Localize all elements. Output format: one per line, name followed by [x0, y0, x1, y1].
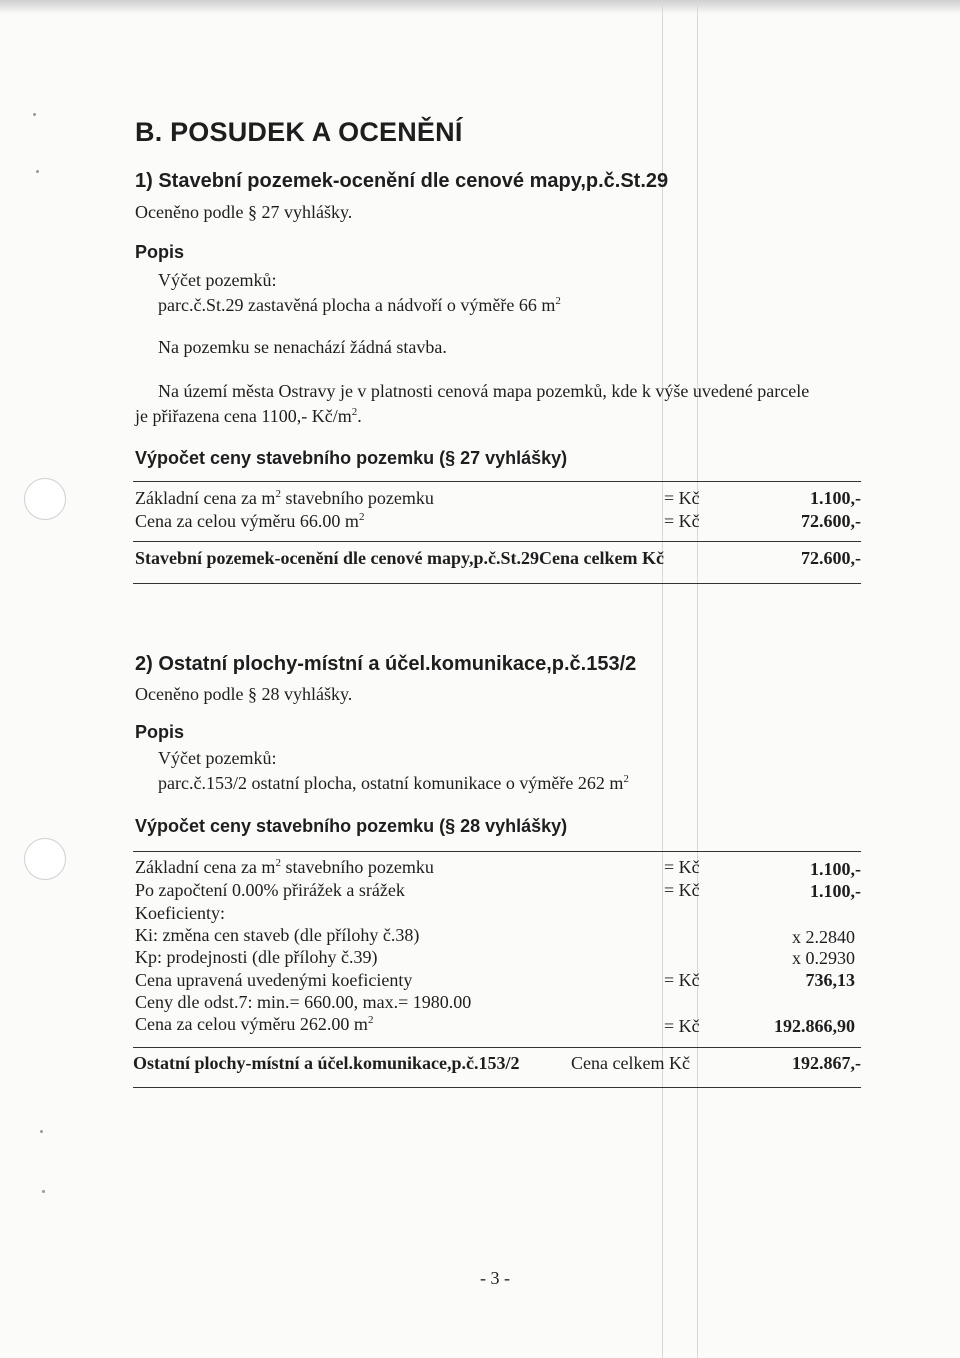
section1-total-bottom-rule — [133, 583, 861, 584]
section2-row-label: Koeficienty: — [135, 903, 225, 923]
section1-row-label: Základní cena za $m^2$ stavebního pozemku — [135, 488, 434, 508]
section2-calc-top-rule — [133, 851, 861, 852]
section1-note-no-building: Na pozemku se nenachází žádná stavba. — [158, 337, 447, 357]
section1-calc-top-rule — [133, 481, 861, 482]
section2-row-label: Kp: prodejnosti (dle přílohy č.39) — [135, 947, 378, 967]
section1-vycet: Výčet pozemků: — [158, 270, 277, 290]
section2-title: 2) Ostatní plochy-místní a účel.komunikace,p.č.153/2 — [135, 653, 637, 675]
scan-speck — [42, 1190, 45, 1193]
section2-vycet: Výčet pozemků: — [158, 748, 277, 768]
section2-row-value: x 2.2840 — [792, 927, 855, 947]
section2-calc-heading: Výpočet ceny stavebního pozemku (§ 28 vyhlášky) — [135, 816, 568, 836]
section2-row-label: Po započtení 0.00% přirážek a srážek — [135, 880, 405, 900]
section1-row-label: Cena za celou výměru 66.00 $m^2$ — [135, 511, 365, 531]
section1-oceneno: Oceněno podle § 27 vyhlášky. — [135, 202, 353, 222]
section1-total-value: 72.600,- — [801, 548, 861, 568]
section2-row-label: Ki: změna cen staveb (dle přílohy č.38) — [135, 925, 420, 945]
scan-speck — [36, 170, 39, 173]
section2-row-value: 736,13 — [805, 970, 855, 990]
scan-top-edge — [0, 0, 960, 14]
section2-row-label: Ceny dle odst.7: min.= 660.00, max.= 1980.00 — [135, 992, 472, 1012]
scan-speck — [40, 1130, 43, 1133]
section2-row-label: Základní cena za $m^2$ stavebního pozemku — [135, 857, 434, 877]
section2-total-mid: Cena celkem Kč — [571, 1053, 690, 1073]
punch-hole-top — [24, 478, 66, 520]
section1-calc-heading: Výpočet ceny stavebního pozemku (§ 27 vyhlášky) — [135, 448, 568, 468]
section2-total-value: 192.867,- — [792, 1053, 861, 1073]
section1-note-price-map-cont: je přiřazena cena 1100,- $Kč/m^2$. — [135, 406, 362, 426]
fold-line-right — [697, 0, 698, 1358]
section2-row-unit: = Kč — [664, 1016, 700, 1036]
section1-total-label: Stavební pozemek-ocenění dle cenové mapy,p.č.St.29Cena celkem Kč — [135, 548, 664, 568]
section2-oceneno: Oceněno podle § 28 vyhlášky. — [135, 684, 353, 704]
section2-row-label: Cena upravená uvedenými koeficienty — [135, 970, 413, 990]
section2-parcel: parc.č.153/2 ostatní plocha, ostatní komunikace o výměře 262 $m^2$ — [158, 773, 629, 793]
section2-popis: Popis — [135, 722, 185, 742]
scan-speck — [33, 113, 36, 116]
section1-title: 1) Stavební pozemek-ocenění dle cenové mapy,p.č.St.29 — [135, 170, 669, 192]
section2-row-value: 192.866,90 — [774, 1016, 855, 1036]
section1-parcel: parc.č.St.29 zastavěná plocha a nádvoří o výměře 66 $m^2$ — [158, 295, 561, 315]
section2-row-unit: = Kč — [664, 857, 700, 877]
section2-row-unit: = Kč — [664, 970, 700, 990]
section2-row-label: Cena za celou výměru 262.00 $m^2$ — [135, 1014, 374, 1034]
section2-total-top-rule — [133, 1047, 861, 1048]
section2-row-value: 1.100,- — [810, 881, 861, 901]
section1-row-unit: = Kč — [664, 511, 700, 531]
page-number: - 3 - — [480, 1268, 510, 1288]
section1-row-value: 72.600,- — [801, 511, 861, 531]
section1-row-unit: = Kč — [664, 488, 700, 508]
section2-total-bottom-rule — [133, 1087, 861, 1088]
section2-row-value: x 0.2930 — [792, 948, 855, 968]
section1-popis: Popis — [135, 242, 185, 262]
section1-row-value: 1.100,- — [810, 488, 861, 508]
page-heading: B. POSUDEK A OCENĚNÍ — [135, 117, 463, 147]
section1-note-price-map: Na území města Ostravy je v platnosti cenová mapa pozemků, kde k výše uvedené parcele — [158, 381, 810, 401]
punch-hole-bottom — [24, 838, 66, 880]
fold-line-left — [662, 0, 663, 1358]
section2-total-label: Ostatní plochy-místní a účel.komunikace,p.č.153/2 — [133, 1053, 520, 1073]
section2-row-unit: = Kč — [664, 880, 700, 900]
section1-total-top-rule — [133, 541, 861, 542]
section2-row-value: 1.100,- — [810, 859, 861, 879]
